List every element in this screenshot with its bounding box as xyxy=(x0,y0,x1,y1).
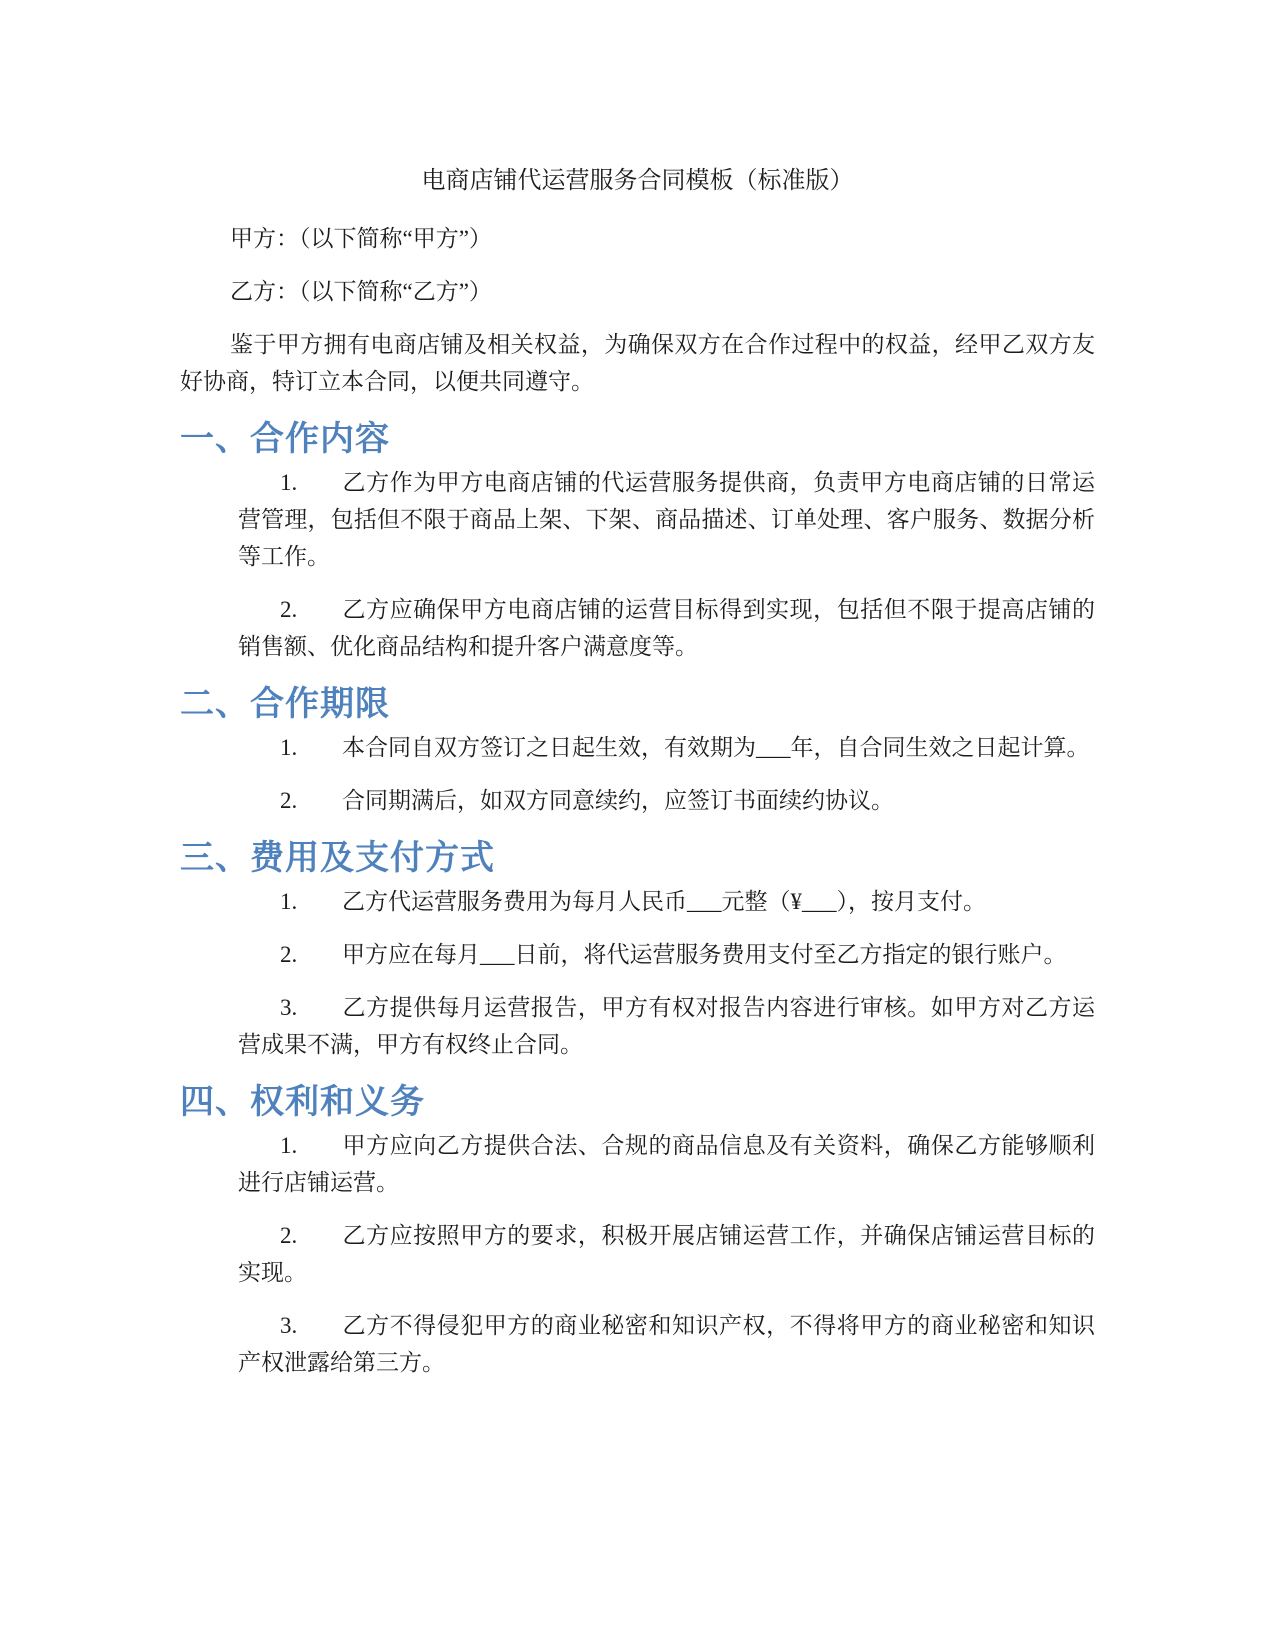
section-heading-cooperation-content: 一、合作内容 xyxy=(180,420,390,458)
list-item xyxy=(180,1127,1095,1201)
item-number: 1. xyxy=(280,1133,298,1158)
item-number: 2. xyxy=(280,597,298,622)
party-a-line: 甲方：（以下简称“甲方”） xyxy=(230,226,492,251)
item-text: 乙方应按照甲方的要求，积极开展店铺运营工作，并确保店铺运营目标的实现。 xyxy=(238,1223,1095,1285)
item-number: 2. xyxy=(280,942,298,967)
list-item xyxy=(180,936,1095,973)
list-item xyxy=(180,464,1095,575)
item-text: 乙方应确保甲方电商店铺的运营目标得到实现，包括但不限于提高店铺的销售额、优化商品结构和提升客户满意度等。 xyxy=(238,597,1095,659)
list-item xyxy=(180,782,1095,819)
item-number: 1. xyxy=(280,889,298,914)
item-number: 3. xyxy=(280,995,298,1020)
list-item xyxy=(180,989,1095,1063)
item-text: 甲方应在每月___日前，将代运营服务费用支付至乙方指定的银行账户。 xyxy=(342,942,1067,967)
list-item xyxy=(180,1217,1095,1291)
item-number: 2. xyxy=(280,788,298,813)
item-number: 2. xyxy=(280,1223,298,1248)
list-item xyxy=(180,1307,1095,1381)
section-heading-fees-payment: 三、费用及支付方式 xyxy=(180,839,495,877)
item-text: 乙方作为甲方电商店铺的代运营服务提供商，负责甲方电商店铺的日常运营管理，包括但不限于商品上架、下架、商品描述、订单处理、客户服务、数据分析等工作。 xyxy=(238,470,1095,569)
item-number: 1. xyxy=(280,470,298,495)
preamble-paragraph: 鉴于甲方拥有电商店铺及相关权益，为确保双方在合作过程中的权益，经甲乙双方友好协商，特订立本合同，以便共同遵守。 xyxy=(180,332,1095,394)
section-heading-cooperation-term: 二、合作期限 xyxy=(180,685,390,723)
list-item xyxy=(180,729,1095,766)
item-text: 甲方应向乙方提供合法、合规的商品信息及有关资料，确保乙方能够顺利进行店铺运营。 xyxy=(238,1133,1095,1195)
party-b-line: 乙方：（以下简称“乙方”） xyxy=(230,279,492,304)
item-text: 合同期满后，如双方同意续约，应签订书面续约协议。 xyxy=(342,788,894,813)
section-heading-rights-obligations: 四、权利和义务 xyxy=(180,1083,425,1121)
list-item xyxy=(180,883,1095,920)
item-text: 本合同自双方签订之日起生效，有效期为___年，自合同生效之日起计算。 xyxy=(342,735,1090,760)
item-text: 乙方代运营服务费用为每月人民币___元整（¥___），按月支付。 xyxy=(342,889,986,914)
item-number: 1. xyxy=(280,735,298,760)
item-text: 乙方提供每月运营报告，甲方有权对报告内容进行审核。如甲方对乙方运营成果不满，甲方有权终止合同。 xyxy=(238,995,1095,1057)
item-text: 乙方不得侵犯甲方的商业秘密和知识产权，不得将甲方的商业秘密和知识产权泄露给第三方。 xyxy=(238,1313,1095,1375)
item-number: 3. xyxy=(280,1313,298,1338)
document-title: 电商店铺代运营服务合同模板（标准版） xyxy=(421,168,854,194)
list-item xyxy=(180,591,1095,665)
